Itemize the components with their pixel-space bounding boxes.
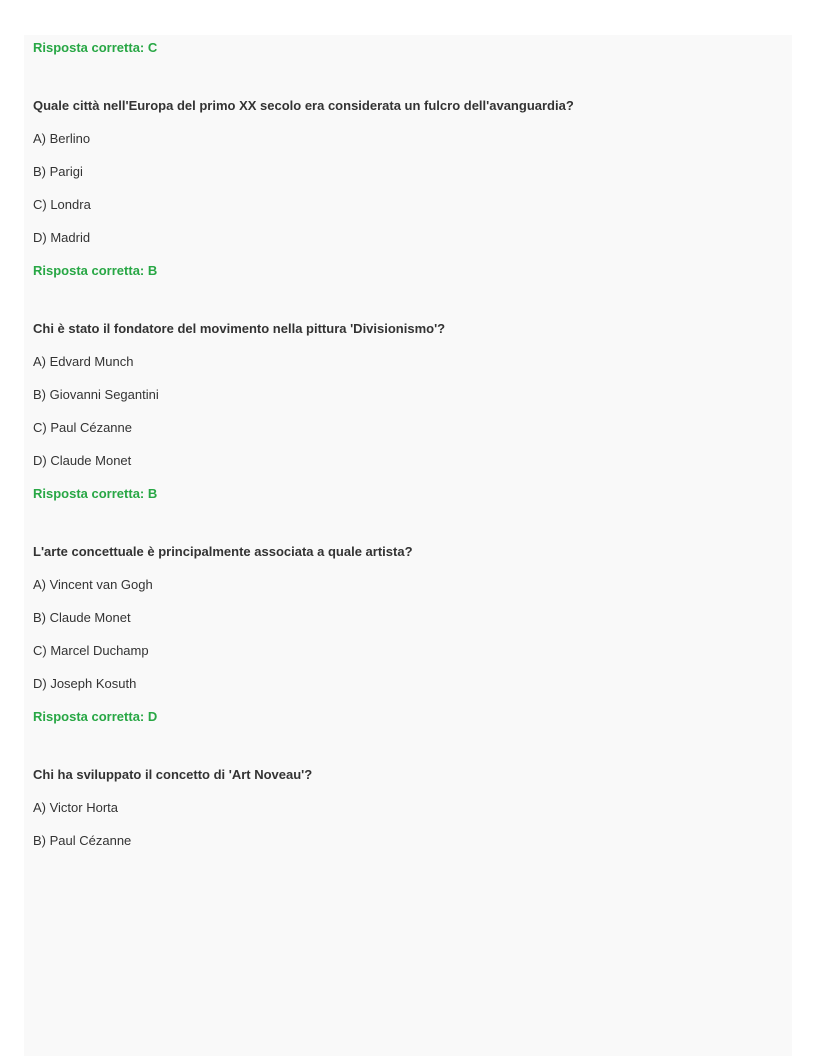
quiz-panel — [24, 35, 792, 1056]
answer-option: D) Claude Monet — [33, 453, 132, 468]
correct-answer: Risposta corretta: D — [33, 709, 158, 724]
answer-option: C) Londra — [33, 197, 91, 212]
answer-option: D) Joseph Kosuth — [33, 676, 137, 691]
answer-option: C) Marcel Duchamp — [33, 643, 149, 658]
answer-option: B) Paul Cézanne — [33, 833, 132, 848]
question-text: Quale città nell'Europa del primo XX secolo era considerata un fulcro dell'avanguardia? — [33, 98, 574, 113]
answer-option: A) Edvard Munch — [33, 354, 134, 369]
question-block — [33, 767, 783, 849]
question-text: Chi ha sviluppato il concetto di 'Art Noveau'? — [33, 767, 313, 782]
question-text: Chi è stato il fondatore del movimento nella pittura 'Divisionismo'? — [33, 321, 446, 336]
answer-option: A) Berlino — [33, 131, 91, 146]
question-block — [33, 544, 783, 725]
answer-option: D) Madrid — [33, 230, 91, 245]
answer-option: B) Giovanni Segantini — [33, 387, 159, 402]
correct-answer: Risposta corretta: C — [33, 40, 158, 55]
answer-option: B) Parigi — [33, 164, 83, 179]
question-text: L'arte concettuale è principalmente associata a quale artista? — [33, 544, 413, 559]
correct-answer: Risposta corretta: B — [33, 263, 158, 278]
answer-option: A) Vincent van Gogh — [33, 577, 153, 592]
correct-answer: Risposta corretta: B — [33, 486, 158, 501]
question-block — [33, 98, 783, 279]
answer-option: C) Paul Cézanne — [33, 420, 132, 435]
question-block — [33, 321, 783, 502]
answer-option: A) Victor Horta — [33, 800, 119, 815]
answer-option: B) Claude Monet — [33, 610, 131, 625]
